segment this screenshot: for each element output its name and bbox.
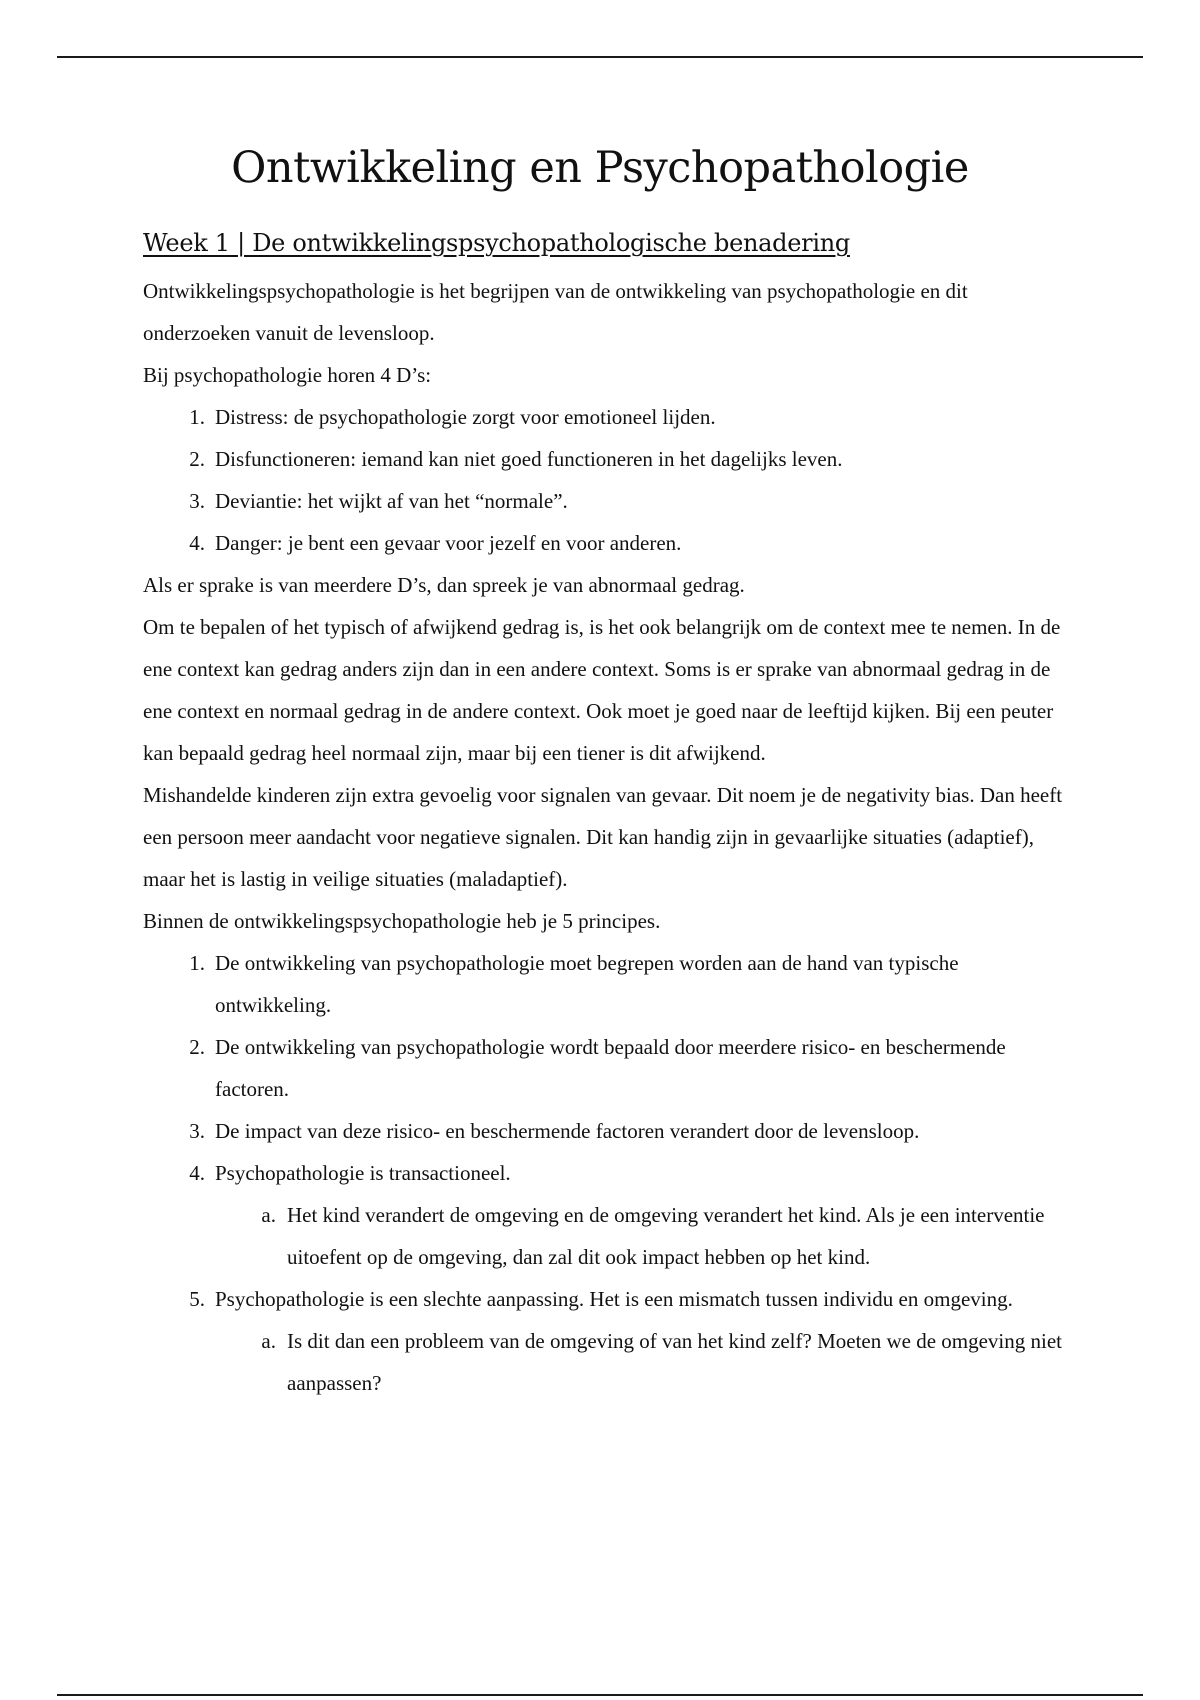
list-number: 2. <box>189 1035 205 1059</box>
list-number: 5. <box>189 1287 205 1311</box>
list-number: 3. <box>189 1119 205 1143</box>
list-number: 3. <box>189 489 205 513</box>
list-text: Psychopathologie is transactioneel. <box>215 1161 511 1185</box>
list-item <box>143 438 1063 480</box>
document-title: Ontwikkeling en Psychopathologie <box>231 143 969 193</box>
sub-list <box>215 1320 1063 1404</box>
bottom-rule <box>57 1694 1143 1696</box>
list-text: De impact van deze risico- en beschermende factoren verandert door de levensloop. <box>215 1119 920 1143</box>
sub-list-letter: a. <box>261 1329 276 1353</box>
four-d-list <box>143 396 1063 564</box>
list-number: 4. <box>189 1161 205 1185</box>
list-item <box>143 1110 1063 1152</box>
abnormal-paragraph: Als er sprake is van meerdere D’s, dan spreek je van abnormaal gedrag. <box>143 573 745 597</box>
list-item <box>143 1152 1063 1278</box>
list-text: De ontwikkeling van psychopathologie moet begrepen worden aan de hand van typische ontwikkeling. <box>215 951 959 1017</box>
list-item <box>143 1278 1063 1404</box>
list-text: Deviantie: het wijkt af van het “normale”. <box>215 489 568 513</box>
top-rule <box>57 56 1143 58</box>
list-text: Psychopathologie is een slechte aanpassing. Het is een mismatch tussen individu en omgeving. <box>215 1287 1013 1311</box>
sub-list-letter: a. <box>261 1203 276 1227</box>
list-number: 1. <box>189 405 205 429</box>
list-text: Distress: de psychopathologie zorgt voor emotioneel lijden. <box>215 405 716 429</box>
list-number: 2. <box>189 447 205 471</box>
sub-list-text: Is dit dan een probleem van de omgeving of van het kind zelf? Moeten we de omgeving niet aanpassen? <box>287 1329 1063 1395</box>
list-text: De ontwikkeling van psychopathologie wordt bepaald door meerdere risico- en beschermende factoren. <box>215 1035 1006 1101</box>
context-paragraph: Om te bepalen of het typisch of afwijkend gedrag is, is het ook belangrijk om de context mee te nemen. In de ene context kan gedrag anders zijn dan in een andere context. Soms is er sprake van abnormaal gedrag in de ene context en normaal gedrag in de andere context. Ook moet je goed naar de leeftijd kijken. Bij een peuter kan bepaald gedrag heel normaal zijn, maar bij een tiener is dit afwijkend. <box>143 615 1061 765</box>
list-number: 4. <box>189 531 205 555</box>
list-item <box>143 522 1063 564</box>
negativity-bias-paragraph: Mishandelde kinderen zijn extra gevoelig voor signalen van gevaar. Dit noem je de negativity bias. Dan heeft een persoon meer aandacht voor negatieve signalen. Dit kan handig zijn in gevaarlijke situaties (adaptief), maar het is lastig in veilige situaties (maladaptief). <box>143 783 1063 891</box>
four-d-intro: Bij psychopathologie horen 4 D’s: <box>143 363 432 387</box>
intro-paragraph: Ontwikkelingspsychopathologie is het begrijpen van de ontwikkeling van psychopathologie en dit onderzoeken vanuit de levensloop. <box>143 279 968 345</box>
list-number: 1. <box>189 951 205 975</box>
list-text: Disfunctioneren: iemand kan niet goed functioneren in het dagelijks leven. <box>215 447 843 471</box>
sub-list-text: Het kind verandert de omgeving en de omgeving verandert het kind. Als je een interventie uitoefent op de omgeving, dan zal dit ook impact hebben op het kind. <box>287 1203 1045 1269</box>
list-text: Danger: je bent een gevaar voor jezelf en voor anderen. <box>215 531 682 555</box>
list-item <box>143 1026 1063 1110</box>
list-item <box>143 942 1063 1026</box>
principles-intro: Binnen de ontwikkelingspsychopathologie heb je 5 principes. <box>143 909 661 933</box>
list-item <box>143 396 1063 438</box>
sub-list-item <box>215 1194 1063 1278</box>
sub-list <box>215 1194 1063 1278</box>
list-item <box>143 480 1063 522</box>
principles-list <box>143 942 1063 1404</box>
document-body <box>143 270 1063 1404</box>
sub-list-item <box>215 1320 1063 1404</box>
week-heading: Week 1 | De ontwikkelingspsychopathologische benadering <box>143 229 850 257</box>
